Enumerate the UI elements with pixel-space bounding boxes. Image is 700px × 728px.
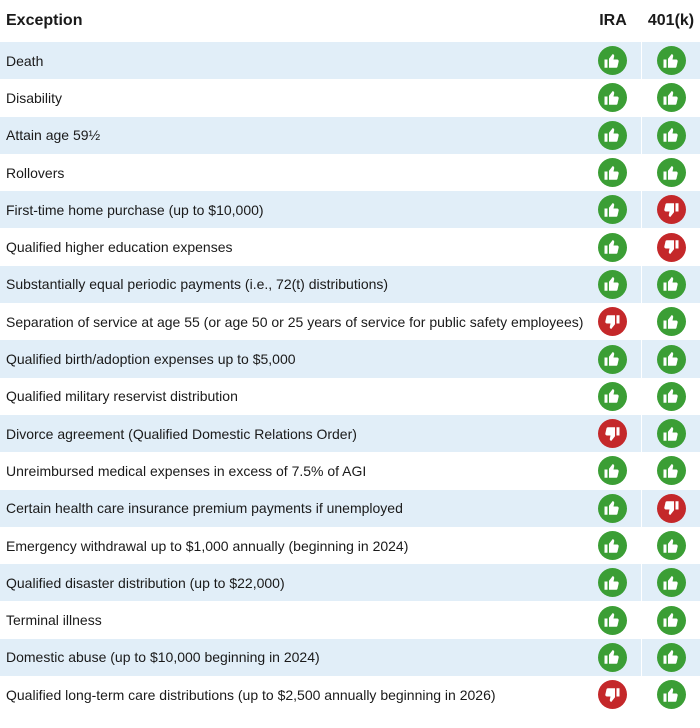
ira-cell bbox=[583, 415, 641, 452]
k401-cell bbox=[641, 490, 700, 527]
ira-cell bbox=[583, 564, 641, 601]
thumbs-up-icon bbox=[598, 195, 627, 224]
ira-cell bbox=[583, 228, 641, 265]
table-row bbox=[0, 452, 700, 489]
header-401k: 401(k) bbox=[647, 12, 695, 29]
thumbs-up-icon bbox=[657, 121, 686, 150]
thumbs-down-icon bbox=[657, 494, 686, 523]
table-header bbox=[0, 0, 700, 42]
thumbs-up-icon bbox=[657, 46, 686, 75]
table-row bbox=[0, 117, 700, 154]
thumbs-up-icon bbox=[598, 83, 627, 112]
exception-label: Qualified higher education expenses bbox=[6, 239, 233, 256]
thumbs-up-icon bbox=[657, 568, 686, 597]
exception-label: Separation of service at age 55 (or age 50 or 25 years of service for public safety employees) bbox=[6, 313, 583, 330]
ira-cell bbox=[583, 452, 641, 489]
exception-label: First-time home purchase (up to $10,000) bbox=[6, 201, 264, 218]
table-row bbox=[0, 490, 700, 527]
table-row bbox=[0, 378, 700, 415]
thumbs-up-icon bbox=[598, 382, 627, 411]
table-row bbox=[0, 79, 700, 116]
table-row bbox=[0, 564, 700, 601]
k401-cell bbox=[641, 154, 700, 191]
table-row bbox=[0, 639, 700, 676]
ira-cell bbox=[583, 340, 641, 377]
thumbs-up-icon bbox=[598, 568, 627, 597]
exception-label: Certain health care insurance premium payments if unemployed bbox=[6, 500, 403, 517]
thumbs-down-icon bbox=[598, 307, 627, 336]
table-row bbox=[0, 303, 700, 340]
thumbs-up-icon bbox=[657, 158, 686, 187]
thumbs-up-icon bbox=[657, 419, 686, 448]
k401-cell bbox=[641, 639, 700, 676]
thumbs-up-icon bbox=[657, 531, 686, 560]
ira-cell bbox=[583, 303, 641, 340]
table-row bbox=[0, 527, 700, 564]
ira-cell bbox=[583, 527, 641, 564]
thumbs-up-icon bbox=[598, 643, 627, 672]
exception-label: Rollovers bbox=[6, 164, 65, 181]
k401-cell bbox=[641, 42, 700, 79]
exception-label: Attain age 59½ bbox=[6, 127, 101, 144]
ira-cell bbox=[583, 191, 641, 228]
ira-cell bbox=[583, 42, 641, 79]
table-row bbox=[0, 266, 700, 303]
exception-label: Death bbox=[6, 52, 44, 69]
table-row bbox=[0, 676, 700, 713]
thumbs-down-icon bbox=[598, 680, 627, 709]
thumbs-up-icon bbox=[598, 531, 627, 560]
exception-label: Unreimbursed medical expenses in excess of 7.5% of AGI bbox=[6, 462, 367, 479]
k401-cell bbox=[641, 266, 700, 303]
exception-label: Divorce agreement (Qualified Domestic Relations Order) bbox=[6, 425, 357, 442]
ira-cell bbox=[583, 154, 641, 191]
table-body bbox=[0, 42, 700, 713]
k401-cell bbox=[641, 191, 700, 228]
k401-cell bbox=[641, 601, 700, 638]
exception-label: Disability bbox=[6, 89, 63, 106]
ira-cell bbox=[583, 601, 641, 638]
exception-label: Terminal illness bbox=[6, 612, 102, 629]
table-row bbox=[0, 42, 700, 79]
exception-label: Qualified long-term care distributions (up to $2,500 annually beginning in 2026) bbox=[6, 686, 496, 703]
exception-label: Qualified military reservist distribution bbox=[6, 388, 238, 405]
k401-cell bbox=[641, 378, 700, 415]
ira-cell bbox=[583, 79, 641, 116]
thumbs-up-icon bbox=[657, 643, 686, 672]
k401-cell bbox=[641, 452, 700, 489]
ira-cell bbox=[583, 117, 641, 154]
k401-cell bbox=[641, 303, 700, 340]
thumbs-up-icon bbox=[598, 270, 627, 299]
table-row bbox=[0, 191, 700, 228]
k401-cell bbox=[641, 415, 700, 452]
table-row bbox=[0, 154, 700, 191]
ira-cell bbox=[583, 639, 641, 676]
k401-cell bbox=[641, 79, 700, 116]
exception-label: Domestic abuse (up to $10,000 beginning in 2024) bbox=[6, 649, 320, 666]
thumbs-up-icon bbox=[598, 606, 627, 635]
thumbs-up-icon bbox=[598, 121, 627, 150]
k401-cell bbox=[641, 340, 700, 377]
thumbs-down-icon bbox=[657, 233, 686, 262]
thumbs-up-icon bbox=[598, 494, 627, 523]
exception-label: Emergency withdrawal up to $1,000 annually (beginning in 2024) bbox=[6, 537, 409, 554]
thumbs-down-icon bbox=[598, 419, 627, 448]
thumbs-up-icon bbox=[657, 270, 686, 299]
table-row bbox=[0, 340, 700, 377]
thumbs-up-icon bbox=[598, 233, 627, 262]
thumbs-up-icon bbox=[657, 382, 686, 411]
thumbs-up-icon bbox=[657, 307, 686, 336]
ira-cell bbox=[583, 266, 641, 303]
k401-cell bbox=[641, 564, 700, 601]
table-row bbox=[0, 228, 700, 265]
k401-cell bbox=[641, 228, 700, 265]
thumbs-up-icon bbox=[598, 46, 627, 75]
k401-cell bbox=[641, 117, 700, 154]
exception-label: Substantially equal periodic payments (i.e., 72(t) distributions) bbox=[6, 276, 389, 293]
ira-cell bbox=[583, 490, 641, 527]
thumbs-up-icon bbox=[657, 456, 686, 485]
exception-label: Qualified birth/adoption expenses up to $5,000 bbox=[6, 351, 296, 368]
header-ira: IRA bbox=[599, 12, 627, 29]
thumbs-down-icon bbox=[657, 195, 686, 224]
table-row bbox=[0, 415, 700, 452]
header-exception: Exception bbox=[6, 12, 83, 29]
thumbs-up-icon bbox=[598, 158, 627, 187]
k401-cell bbox=[641, 676, 700, 713]
k401-cell bbox=[641, 527, 700, 564]
thumbs-up-icon bbox=[657, 345, 686, 374]
ira-cell bbox=[583, 378, 641, 415]
thumbs-up-icon bbox=[598, 456, 627, 485]
thumbs-up-icon bbox=[598, 345, 627, 374]
thumbs-up-icon bbox=[657, 680, 686, 709]
exception-label: Qualified disaster distribution (up to $22,000) bbox=[6, 574, 285, 591]
table-row bbox=[0, 601, 700, 638]
thumbs-up-icon bbox=[657, 606, 686, 635]
thumbs-up-icon bbox=[657, 83, 686, 112]
ira-cell bbox=[583, 676, 641, 713]
